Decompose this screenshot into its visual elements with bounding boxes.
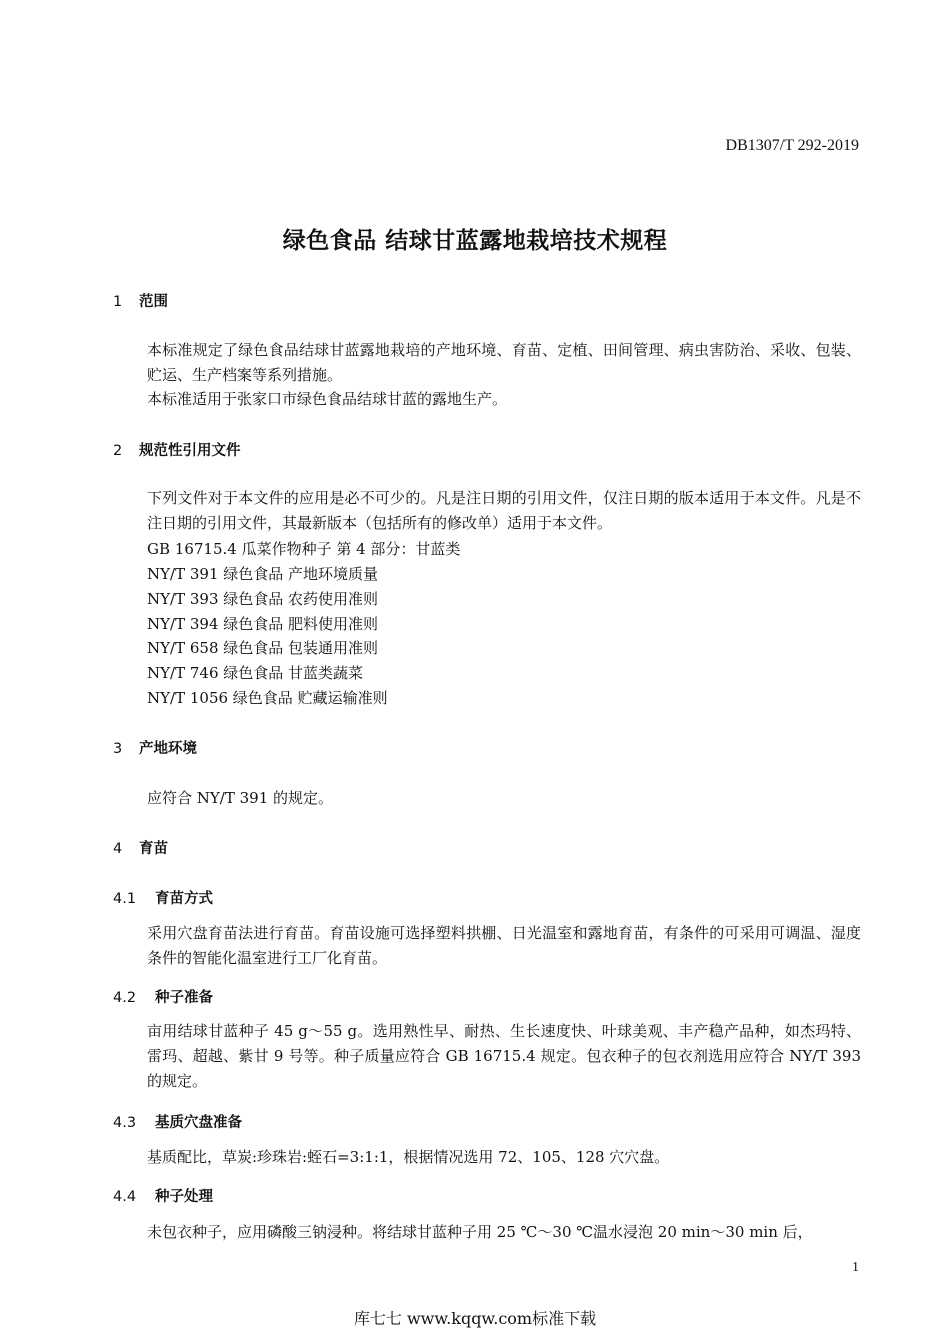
section-heading-2 — [113, 439, 241, 460]
paragraph-text: 采用穴盘育苗法进行育苗。育苗设施可选择塑料拱棚、日光温室和露地育苗，有条件的可采用可调温、湿度条件的智能化温室进行工厂化育苗。 — [147, 924, 861, 967]
section-number: 3 — [113, 741, 123, 757]
reference-item: NY/T 658 绿色食品 包装通用准则 — [147, 639, 379, 657]
paragraph — [113, 486, 861, 536]
document-number: DB1307/T 292-2019 — [725, 137, 859, 154]
subsection-number: 4.4 — [113, 1189, 137, 1205]
section-title: 产地环境 — [139, 741, 197, 757]
paragraph-text: 亩用结球甘蓝种子 45 g～55 g。选用熟性早、耐热、生长速度快、叶球美观、丰产稳产品种，如杰玛特、雷玛、超越、紫甘 9 号等。种子质量应符合 GB 16715.4 规定。包衣种子的包衣剂选用应符合 NY/T 393 的规定。 — [147, 1022, 861, 1090]
subsection-number: 4.2 — [113, 990, 137, 1006]
paragraph — [113, 338, 861, 388]
section-title: 规范性引用文件 — [139, 443, 241, 459]
subsection-number: 4.3 — [113, 1115, 137, 1131]
subsection-heading-4-3 — [113, 1111, 242, 1132]
section-heading-3 — [113, 737, 197, 758]
reference-item: NY/T 746 绿色食品 甘蓝类蔬菜 — [147, 664, 364, 682]
reference-item: NY/T 393 绿色食品 农药使用准则 — [147, 590, 379, 608]
section-title: 育苗 — [139, 841, 168, 857]
footer-watermark-text: 库七七 www.kqqw.com标准下载 — [353, 1309, 597, 1328]
reference-item: GB 16715.4 瓜菜作物种子 第 4 部分：甘蓝类 — [147, 540, 461, 558]
section-heading-1 — [113, 290, 168, 311]
subsection-number: 4.1 — [113, 891, 137, 907]
reference-item: NY/T 1056 绿色食品 贮藏运输准则 — [147, 689, 388, 707]
subsection-heading-4-4 — [113, 1185, 213, 1206]
paragraph-text: 应符合 NY/T 391 的规定。 — [147, 789, 334, 807]
section-number: 1 — [113, 294, 123, 310]
subsection-title: 种子处理 — [155, 1189, 213, 1205]
subsection-heading-4-2 — [113, 986, 213, 1007]
subsection-heading-4-1 — [113, 887, 213, 908]
paragraph-text: 本标准适用于张家口市绿色食品结球甘蓝的露地生产。 — [147, 390, 508, 408]
section-number: 4 — [113, 841, 123, 857]
paragraph — [113, 921, 861, 971]
paragraph — [113, 1019, 861, 1094]
page-number: 1 — [852, 1260, 859, 1275]
subsection-title: 基质穴盘准备 — [155, 1115, 242, 1131]
section-number: 2 — [113, 443, 123, 459]
reference-item: NY/T 394 绿色食品 肥料使用准则 — [147, 615, 379, 633]
paragraph-text: 基质配比，草炭:珍珠岩:蛭石=3:1:1，根据情况选用 72、105、128 穴穴盘。 — [147, 1148, 670, 1166]
subsection-title: 育苗方式 — [155, 891, 213, 907]
document-title: 绿色食品 结球甘蓝露地栽培技术规程 — [282, 228, 668, 254]
paragraph-text: 下列文件对于本文件的应用是必不可少的。凡是注日期的引用文件，仅注日期的版本适用于本文件。凡是不注日期的引用文件，其最新版本（包括所有的修改单）适用于本文件。 — [147, 489, 861, 532]
reference-item: NY/T 391 绿色食品 产地环境质量 — [147, 565, 379, 583]
paragraph-text: 本标准规定了绿色食品结球甘蓝露地栽培的产地环境、育苗、定植、田间管理、病虫害防治、采收、包装、贮运、生产档案等系列措施。 — [147, 341, 861, 384]
section-title: 范围 — [139, 294, 168, 310]
paragraph-text: 未包衣种子，应用磷酸三钠浸种。将结球甘蓝种子用 25 ℃～30 ℃温水浸泡 20 min～30 min 后， — [147, 1223, 813, 1241]
subsection-title: 种子准备 — [155, 990, 213, 1006]
section-heading-4 — [113, 837, 168, 858]
